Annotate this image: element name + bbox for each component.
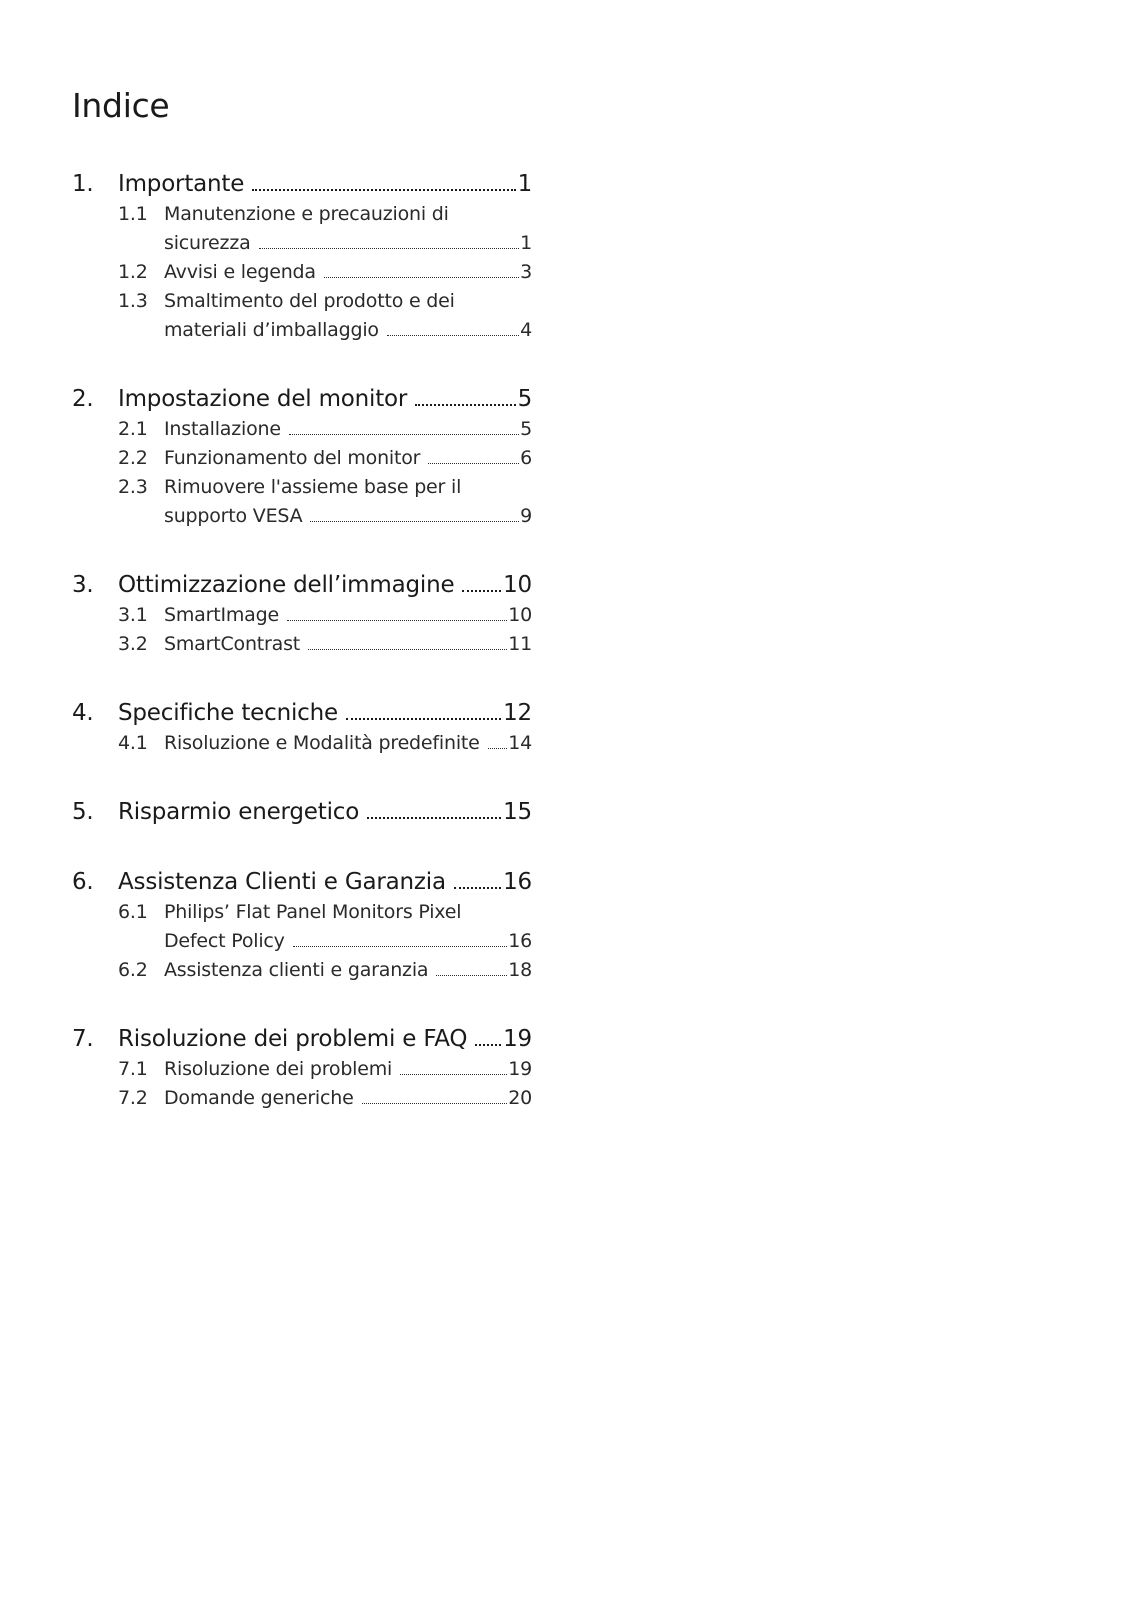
toc-leader-dots	[436, 975, 507, 976]
toc-subentry-line	[164, 316, 532, 345]
toc-subentry-line	[164, 287, 532, 316]
toc-subentry-line	[164, 956, 532, 985]
toc-entry-number: 1.	[72, 171, 94, 197]
toc-subentry-page: 20	[508, 1087, 532, 1109]
toc-subentry-title: SmartImage	[164, 604, 279, 626]
toc-entry-title: Impostazione del monitor	[118, 386, 408, 412]
toc-subentry-line	[164, 601, 532, 630]
toc-entry-main[interactable]	[72, 1023, 532, 1055]
toc-subentry-line	[164, 415, 532, 444]
toc-entry-sub[interactable]	[72, 415, 532, 444]
toc-subentry-body	[164, 258, 532, 287]
toc-subentry-page: 1	[520, 232, 532, 254]
toc-subentry-body	[164, 729, 532, 758]
toc-subentry-page: 5	[520, 418, 532, 440]
toc-leader-dots	[293, 946, 508, 947]
toc-leader-dots	[475, 1044, 501, 1046]
toc-subentry-title: Avvisi e legenda	[164, 261, 316, 283]
toc-entry-page: 19	[503, 1026, 532, 1052]
table-of-contents	[72, 168, 532, 1113]
toc-subentry-line	[164, 729, 532, 758]
toc-entry-sub[interactable]	[72, 444, 532, 473]
toc-leader-dots	[362, 1103, 508, 1104]
toc-subentry-title: Funzionamento del monitor	[164, 447, 421, 469]
toc-entry-main[interactable]	[72, 866, 532, 898]
toc-entry-main[interactable]	[72, 796, 532, 828]
toc-entry-title: Importante	[118, 171, 245, 197]
toc-subentry-line	[164, 444, 532, 473]
toc-subentry-page: 16	[508, 930, 532, 952]
toc-subentry-number: 1.1	[118, 203, 148, 225]
toc-subentry-number: 2.3	[118, 476, 148, 498]
toc-entry-sub[interactable]	[72, 898, 532, 956]
toc-subentry-page: 18	[508, 959, 532, 981]
toc-leader-dots	[308, 649, 507, 650]
toc-page	[72, 84, 532, 1151]
toc-leader-dots	[346, 718, 501, 720]
toc-entry-page: 16	[503, 869, 532, 895]
toc-entry-title: Assistenza Clienti e Garanzia	[118, 869, 446, 895]
toc-subentry-line	[164, 927, 532, 956]
toc-subentry-page: 9	[520, 505, 532, 527]
toc-entry-sub[interactable]	[72, 258, 532, 287]
toc-section	[72, 796, 532, 828]
toc-subentry-title-line1: Smaltimento del prodotto e dei	[164, 290, 455, 312]
toc-entry-title: Ottimizzazione dell’immagine	[118, 572, 455, 598]
toc-subentry-page: 14	[508, 732, 532, 754]
toc-subentry-title: supporto VESA	[164, 505, 303, 527]
toc-entry-number: 6.	[72, 869, 94, 895]
toc-leader-dots	[488, 748, 508, 749]
toc-leader-dots	[252, 189, 515, 191]
toc-subentry-body	[164, 956, 532, 985]
toc-subentry-number: 7.2	[118, 1087, 148, 1109]
toc-subentry-page: 19	[508, 1058, 532, 1080]
toc-subentry-title: Assistenza clienti e garanzia	[164, 959, 429, 981]
toc-entry-page: 1	[517, 171, 532, 197]
toc-subentry-line	[164, 1055, 532, 1084]
toc-entry-main[interactable]	[72, 383, 532, 415]
toc-subentry-line	[164, 200, 532, 229]
toc-subentry-number: 6.1	[118, 901, 148, 923]
toc-subentry-line	[164, 229, 532, 258]
toc-subentry-title: materiali d’imballaggio	[164, 319, 379, 341]
toc-leader-dots	[367, 817, 501, 819]
toc-entry-page: 10	[503, 572, 532, 598]
toc-subentry-number: 4.1	[118, 732, 148, 754]
toc-subentry-title: Domande generiche	[164, 1087, 354, 1109]
toc-subentry-line	[164, 630, 532, 659]
toc-section	[72, 1023, 532, 1113]
toc-leader-dots	[454, 887, 501, 889]
toc-subentry-number: 1.3	[118, 290, 148, 312]
toc-subentry-body	[164, 601, 532, 630]
toc-entry-main[interactable]	[72, 697, 532, 729]
toc-subentry-body	[164, 898, 532, 956]
toc-subentry-page: 4	[520, 319, 532, 341]
toc-entry-main[interactable]	[72, 569, 532, 601]
toc-subentry-title-line1: Rimuovere l'assieme base per il	[164, 476, 462, 498]
toc-entry-page: 5	[517, 386, 532, 412]
toc-subentry-line	[164, 258, 532, 287]
toc-subentry-number: 2.2	[118, 447, 148, 469]
toc-subentry-body	[164, 473, 532, 531]
toc-subentry-line	[164, 502, 532, 531]
toc-section	[72, 383, 532, 531]
toc-leader-dots	[289, 434, 519, 435]
page-title: Indice	[72, 86, 170, 125]
toc-entry-title: Risoluzione dei problemi e FAQ	[118, 1026, 468, 1052]
toc-entry-sub[interactable]	[72, 200, 532, 258]
toc-entry-number: 7.	[72, 1026, 94, 1052]
toc-entry-sub[interactable]	[72, 729, 532, 758]
toc-entry-page: 12	[503, 700, 532, 726]
toc-subentry-number: 7.1	[118, 1058, 148, 1080]
toc-entry-sub[interactable]	[72, 630, 532, 659]
toc-subentry-page: 10	[508, 604, 532, 626]
toc-subentry-body	[164, 630, 532, 659]
toc-entry-title: Specifiche tecniche	[118, 700, 338, 726]
toc-entry-sub[interactable]	[72, 287, 532, 345]
toc-subentry-number: 2.1	[118, 418, 148, 440]
toc-subentry-number: 6.2	[118, 959, 148, 981]
toc-subentry-title: SmartContrast	[164, 633, 301, 655]
toc-subentry-body	[164, 1084, 532, 1113]
toc-subentry-number: 1.2	[118, 261, 148, 283]
toc-entry-number: 3.	[72, 572, 94, 598]
toc-subentry-line	[164, 898, 532, 927]
toc-entry-main[interactable]	[72, 168, 532, 200]
toc-subentry-title: Installazione	[164, 418, 281, 440]
toc-leader-dots	[428, 463, 519, 464]
toc-leader-dots	[400, 1074, 507, 1075]
toc-leader-dots	[287, 620, 507, 621]
toc-subentry-page: 6	[520, 447, 532, 469]
toc-section	[72, 569, 532, 659]
toc-subentry-body	[164, 200, 532, 258]
toc-entry-sub[interactable]	[72, 1055, 532, 1084]
toc-leader-dots	[462, 590, 501, 592]
toc-subentry-title: Defect Policy	[164, 930, 285, 952]
toc-subentry-page: 11	[508, 633, 532, 655]
toc-entry-sub[interactable]	[72, 601, 532, 630]
toc-subentry-title: Risoluzione e Modalità predefinite	[164, 732, 480, 754]
toc-subentry-page: 3	[520, 261, 532, 283]
toc-section	[72, 168, 532, 345]
toc-subentry-title-line1: Philips’ Flat Panel Monitors Pixel	[164, 901, 462, 923]
toc-subentry-number: 3.2	[118, 633, 148, 655]
toc-entry-number: 5.	[72, 799, 94, 825]
toc-subentry-body	[164, 444, 532, 473]
toc-subentry-title-line1: Manutenzione e precauzioni di	[164, 203, 449, 225]
toc-entry-page: 15	[503, 799, 532, 825]
toc-leader-dots	[387, 335, 519, 336]
toc-subentry-title: Risoluzione dei problemi	[164, 1058, 393, 1080]
toc-entry-sub[interactable]	[72, 473, 532, 531]
toc-entry-title: Risparmio energetico	[118, 799, 360, 825]
toc-entry-sub[interactable]	[72, 1084, 532, 1113]
toc-subentry-line	[164, 473, 532, 502]
toc-entry-number: 4.	[72, 700, 94, 726]
toc-section	[72, 697, 532, 758]
toc-leader-dots	[415, 404, 515, 406]
toc-section	[72, 866, 532, 985]
toc-subentry-number: 3.1	[118, 604, 148, 626]
toc-subentry-title: sicurezza	[164, 232, 251, 254]
toc-leader-dots	[324, 277, 519, 278]
toc-leader-dots	[259, 248, 520, 249]
toc-subentry-body	[164, 1055, 532, 1084]
toc-subentry-body	[164, 415, 532, 444]
toc-entry-sub[interactable]	[72, 956, 532, 985]
toc-leader-dots	[310, 521, 519, 522]
toc-subentry-body	[164, 287, 532, 345]
toc-subentry-line	[164, 1084, 532, 1113]
toc-entry-number: 2.	[72, 386, 94, 412]
